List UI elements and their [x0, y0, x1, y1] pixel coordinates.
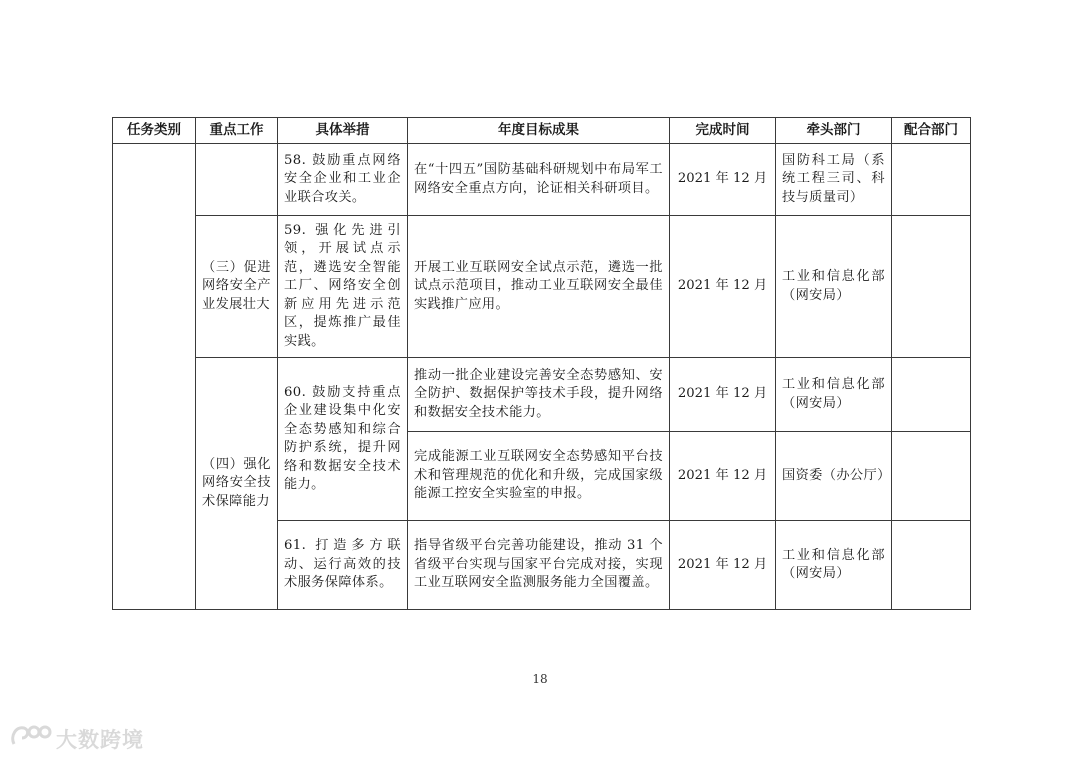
- support-cell: [892, 432, 971, 521]
- table-row: [113, 144, 971, 216]
- header-lead-department: 牵头部门: [776, 118, 892, 144]
- measure-cell: 58. 鼓励重点网络安全企业和工业企业联合攻关。: [278, 144, 408, 216]
- support-cell: [892, 521, 971, 610]
- header-task-category: 任务类别: [113, 118, 196, 144]
- lead-cell: 国防科工局（系统工程三司、科技与质量司）: [776, 144, 892, 216]
- time-cell: 2021 年 12 月: [670, 144, 776, 216]
- task-category-cell: [113, 144, 196, 610]
- goal-cell: 完成能源工业互联网安全态势感知平台技术和管理规范的优化和升级，完成国家级能源工控安全实验室的申报。: [408, 432, 670, 521]
- task-table: [112, 117, 971, 610]
- header-supporting-department: 配合部门: [892, 118, 971, 144]
- key-work-section-4: （四）强化网络安全技术保障能力: [196, 358, 278, 610]
- goal-cell: 推动一批企业建设完善安全态势感知、安全防护、数据保护等技术手段，提升网络和数据安全技术能力。: [408, 358, 670, 432]
- measure-cell: 61. 打造多方联动、运行高效的技术服务保障体系。: [278, 521, 408, 610]
- lead-cell: 国资委（办公厅）: [776, 432, 892, 521]
- watermark: [8, 722, 144, 755]
- header-completion-time: 完成时间: [670, 118, 776, 144]
- page-number: 18: [532, 672, 548, 686]
- measure-cell: 59. 强化先进引领，开展试点示范，遴选安全智能工厂、网络安全创新应用先进示范区，提炼推广最佳实践。: [278, 216, 408, 358]
- header-key-work: 重点工作: [196, 118, 278, 144]
- measure-cell: 60. 鼓励支持重点企业建设集中化安全态势感知和综合防护系统，提升网络和数据安全技术能力。: [278, 358, 408, 521]
- time-cell: 2021 年 12 月: [670, 432, 776, 521]
- goal-cell: 指导省级平台完善功能建设，推动 31 个省级平台实现与国家平台完成对接，实现工业互联网安全监测服务能力全国覆盖。: [408, 521, 670, 610]
- time-cell: 2021 年 12 月: [670, 216, 776, 358]
- table-row: [113, 216, 971, 358]
- lead-cell: 工业和信息化部（网安局）: [776, 216, 892, 358]
- time-cell: 2021 年 12 月: [670, 521, 776, 610]
- key-work-section-3: （三）促进网络安全产业发展壮大: [196, 216, 278, 358]
- lead-cell: 工业和信息化部（网安局）: [776, 521, 892, 610]
- logo-swirl-icon: [8, 722, 52, 755]
- table-header-row: [113, 118, 971, 144]
- goal-cell: 在“十四五”国防基础科研规划中布局军工网络安全重点方向，论证相关科研项目。: [408, 144, 670, 216]
- support-cell: [892, 144, 971, 216]
- table-row: [113, 358, 971, 432]
- goal-cell: 开展工业互联网安全试点示范，遴选一批试点示范项目，推动工业互联网安全最佳实践推广应用。: [408, 216, 670, 358]
- key-work-cell: [196, 144, 278, 216]
- watermark-text: 大数跨境: [56, 727, 144, 752]
- support-cell: [892, 358, 971, 432]
- time-cell: 2021 年 12 月: [670, 358, 776, 432]
- header-measures: 具体举措: [278, 118, 408, 144]
- support-cell: [892, 216, 971, 358]
- lead-cell: 工业和信息化部（网安局）: [776, 358, 892, 432]
- header-annual-goals: 年度目标成果: [408, 118, 670, 144]
